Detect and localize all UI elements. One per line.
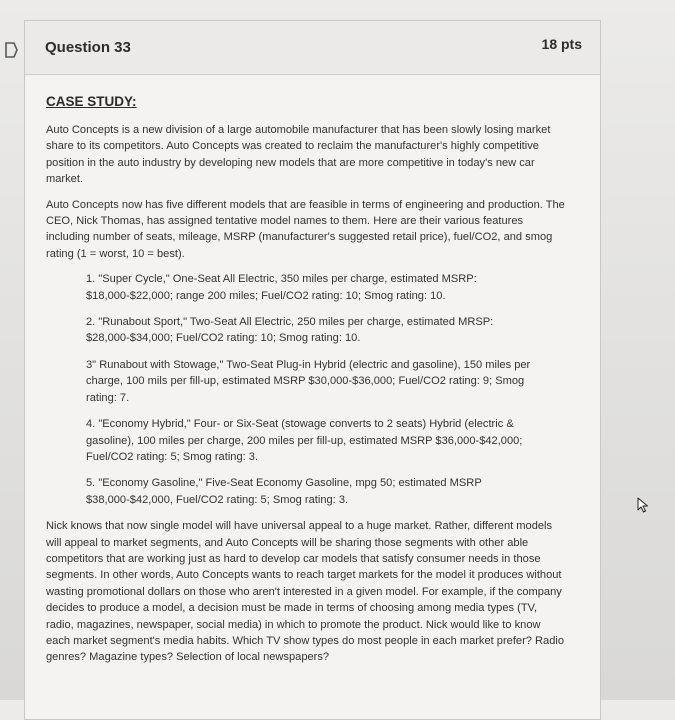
case-study-heading: CASE STUDY:	[46, 94, 137, 109]
question-body	[46, 93, 566, 675]
model-list	[86, 271, 552, 508]
model-item: 2. "Runabout Sport," Two-Seat All Electric, 250 miles per charge, estimated MRSP: $28,000-$34,000; Fuel/CO2 rating: 10; Smog rating: 10.	[86, 316, 494, 345]
question-title: Question 33	[45, 39, 131, 56]
question-points: 18 pts	[541, 36, 582, 52]
bookmark-flag-icon[interactable]	[4, 41, 18, 59]
model-item: 3" Runabout with Stowage," Two-Seat Plug-in Hybrid (electric and gasoline), 150 miles per charge, 100 mils per fill-up, estimated MSRP $30,000-$36,000; Fuel/CO2 rating: 9; Smog rating: 7.	[86, 358, 531, 404]
model-item: 1. "Super Cycle," One-Seat All Electric, 350 miles per charge, estimated MSRP: $18,000-$22,000; range 200 miles; Fuel/CO2 rating: 10; Smog rating: 10.	[86, 273, 477, 302]
closing-paragraph: Nick knows that now single model will have universal appeal to a huge market. Rather, different models will appeal to market segments, and Auto Concepts will be sharing those segments with other able competitors that are working just as hard to develop car models that satisfy consumer needs in those segments. In other words, Auto Concepts wants to reach target markets for the model it produces without wasting promotional dollars on those who aren't interested in a given model. For example, if the company decides to produce a model, a decision must be made in terms of choosing among media types (TV, radio, magazines, newspaper, social media) in which to promote the product. Nick would like to know each market segment's media habits. Which TV show types do most people in each market prefer? Radio genres? Magazine types? Selection of local newspapers?	[46, 520, 565, 664]
question-header	[25, 21, 600, 75]
intro-paragraph: Auto Concepts is a new division of a large automobile manufacturer that has been slowly losing market share to its competitors. Auto Concepts was created to reclaim the manufacturer's highly competitive position in the auto industry by developing new models that are more competitive in today's new car market.	[46, 124, 551, 186]
question-card	[24, 20, 601, 720]
mouse-cursor-icon	[637, 497, 649, 513]
models-intro-paragraph: Auto Concepts now has five different models that are feasible in terms of engineering and production. The CEO, Nick Thomas, has assigned tentative model names to them. Here are their various features including number of seats, mileage, MSRP (manufacturer's suggested retail price), fuel/CO2, and smog rating (1 = worst, 10 = best).	[46, 198, 565, 260]
model-item: 4. "Economy Hybrid," Four- or Six-Seat (stowage converts to 2 seats) Hybrid (electric & gasoline), 100 miles per charge, 200 miles per fill-up, estimated MSRP $36,000-$42,000; Fuel/CO2 rating: 5; Smog rating: 3.	[86, 418, 523, 463]
model-item: 5. "Economy Gasoline," Five-Seat Economy Gasoline, mpg 50; estimated MSRP $38,000-$42,000, Fuel/CO2 rating: 5; Smog rating: 3.	[86, 477, 482, 506]
